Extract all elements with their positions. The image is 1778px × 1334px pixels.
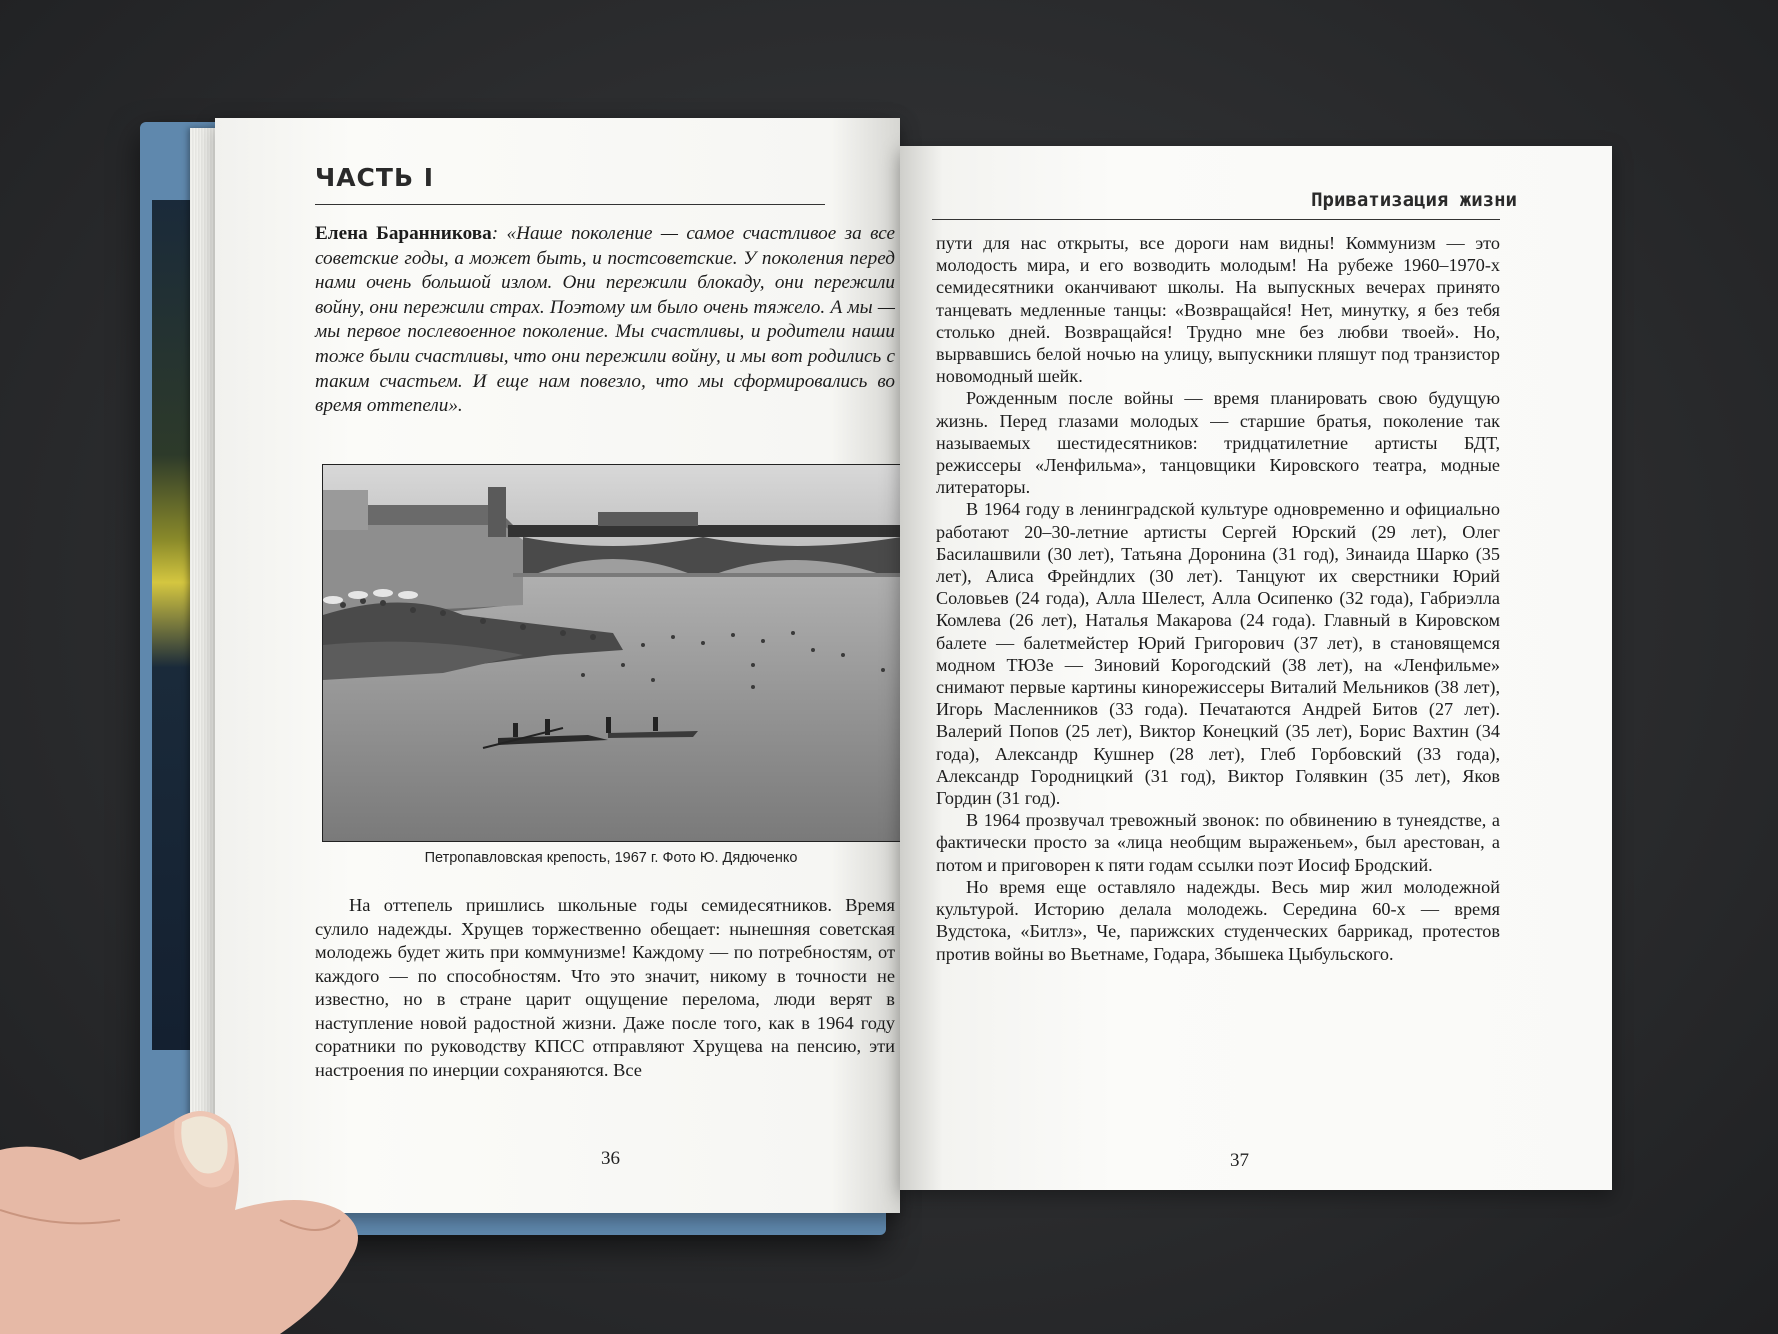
running-head-right: Приватизация жизни (1311, 189, 1517, 211)
right-page (900, 146, 1612, 1190)
left-page (215, 118, 900, 1213)
body-text-right (936, 232, 1500, 965)
photo-peter-paul-fortress (322, 464, 902, 842)
hand (0, 1100, 380, 1334)
header-rule-right (932, 219, 1500, 220)
photo-illustration (323, 465, 901, 841)
quote-paragraph (315, 222, 895, 419)
quote-colon: : (491, 223, 507, 244)
paragraph: пути для нас открыты, все дороги нам видны! Коммунизм — это молодость мира, и его возводить молодым! На рубеже 1960–1970-х семидесятники оканчивают школы. На выпускных вечерах принято танцевать медленные танцы: «Возвращайся! Нет, минутку, я без тебя столько дней. Возвращайся! Трудно мне без любви твоей». Но, вырвавшись белой ночью на улицу, выпускники пляшут под транзистор новомодный шейк. (936, 233, 1500, 387)
quote-speaker: Елена Баранникова (315, 223, 492, 244)
hand-illustration (0, 1100, 380, 1334)
paragraph: В 1964 прозвучал тревожный звонок: по обвинению в тунеядстве, а фактически просто за «лица необщим выраженьем», был арестован, а потом и приговорен к пяти годам ссылки поэт Иосиф Бродский. (936, 810, 1500, 875)
page-number-left: 36 (601, 1148, 620, 1169)
header-rule-left (315, 204, 825, 205)
body-text-left: На оттепель пришлись школьные годы семидесятников. Время сулило надежды. Хрущев торжественно обещает: нынешняя советская молодежь будет жить при коммунизме! Каждому — по потребностям, от каждого — по способностям. Что это значит, никому в точности не известно, но в стране царит ощущение перелома, люди верят в наступление новой радостной жизни. Даже после того, как в 1964 году соратники по руководству КПСС отправляют Хрущева на пенсию, эти настроения по инерции сохраняются. Все (315, 895, 895, 1080)
quote-text: «Наше поколение — самое счастливое за все советские годы, а может быть, и постсоветские. У поколения перед нами очень большой излом. Они пережили блокаду, они пережили войну, они пережили страх. Поэтому им было очень тяжело. А мы — мы первое послевоенное поколение. Мы счастливы, и родители наши тоже были счастливы, что они пережили войну, и мы вот родились с таким счастьем. И еще нам повезло, что мы сформировались во время оттепели». (315, 223, 896, 417)
page-number-right: 37 (1230, 1150, 1249, 1171)
paragraph: Рожденным после войны — время планировать свою будущую жизнь. Перед глазами молодых — старшие братья, поколение так называемых шестидесятников: тридцатилетние артисты БДТ, режиссеры «Ленфильма», танцовщики Кировского театра, модные литераторы. (936, 388, 1500, 498)
photo-caption: Петропавловская крепость, 1967 г. Фото Ю. Дядюченко (424, 850, 798, 866)
paragraph: В 1964 году в ленинградской культуре одновременно и официально работают 20–30-летние артисты Сергей Юрский (29 лет), Олег Басилашвили (30 лет), Татьяна Доронина (31 год), Зинаида Шарко (35 лет), Алиса Фрейндлих (30 лет). Танцуют их сверстники Юрий Соловьев (24 года), Алла Шелест, Алла Осипенко (32 года), Габриэлла Комлева (26 лет), Наталья Макарова (24 года). Главный в Кировском балете — балетмейстер Юрий Григорович (37 лет), в становящемся модном ТЮЗе — Зиновий Корогодский (38 лет), на «Ленфильме» снимают первые картины кинорежиссеры Виталий Мельников (38 лет), Игорь Масленников (33 года). Печатаются Андрей Битов (27 лет). Валерий Попов (25 лет), Виктор Конецкий (35 лет), Борис Вахтин (34 года), Александр Кушнер (28 лет), Глеб Горбовский (33 года), Александр Городницкий (31 год), Виктор Голявкин (35 лет), Яков Гордин (31 год). (936, 499, 1500, 809)
paragraph: Но время еще оставляло надежды. Весь мир жил молодежной культурой. Историю делала молодежь. Середина 60-х — время Вудстока, «Битлз», Че, парижских студенческих баррикад, протестов против войны во Вьетнаме, Годара, Збышека Цыбульского. (936, 876, 1500, 964)
cover-edge-art (152, 200, 192, 1050)
running-head-left: ЧАСТЬ I (315, 163, 435, 192)
